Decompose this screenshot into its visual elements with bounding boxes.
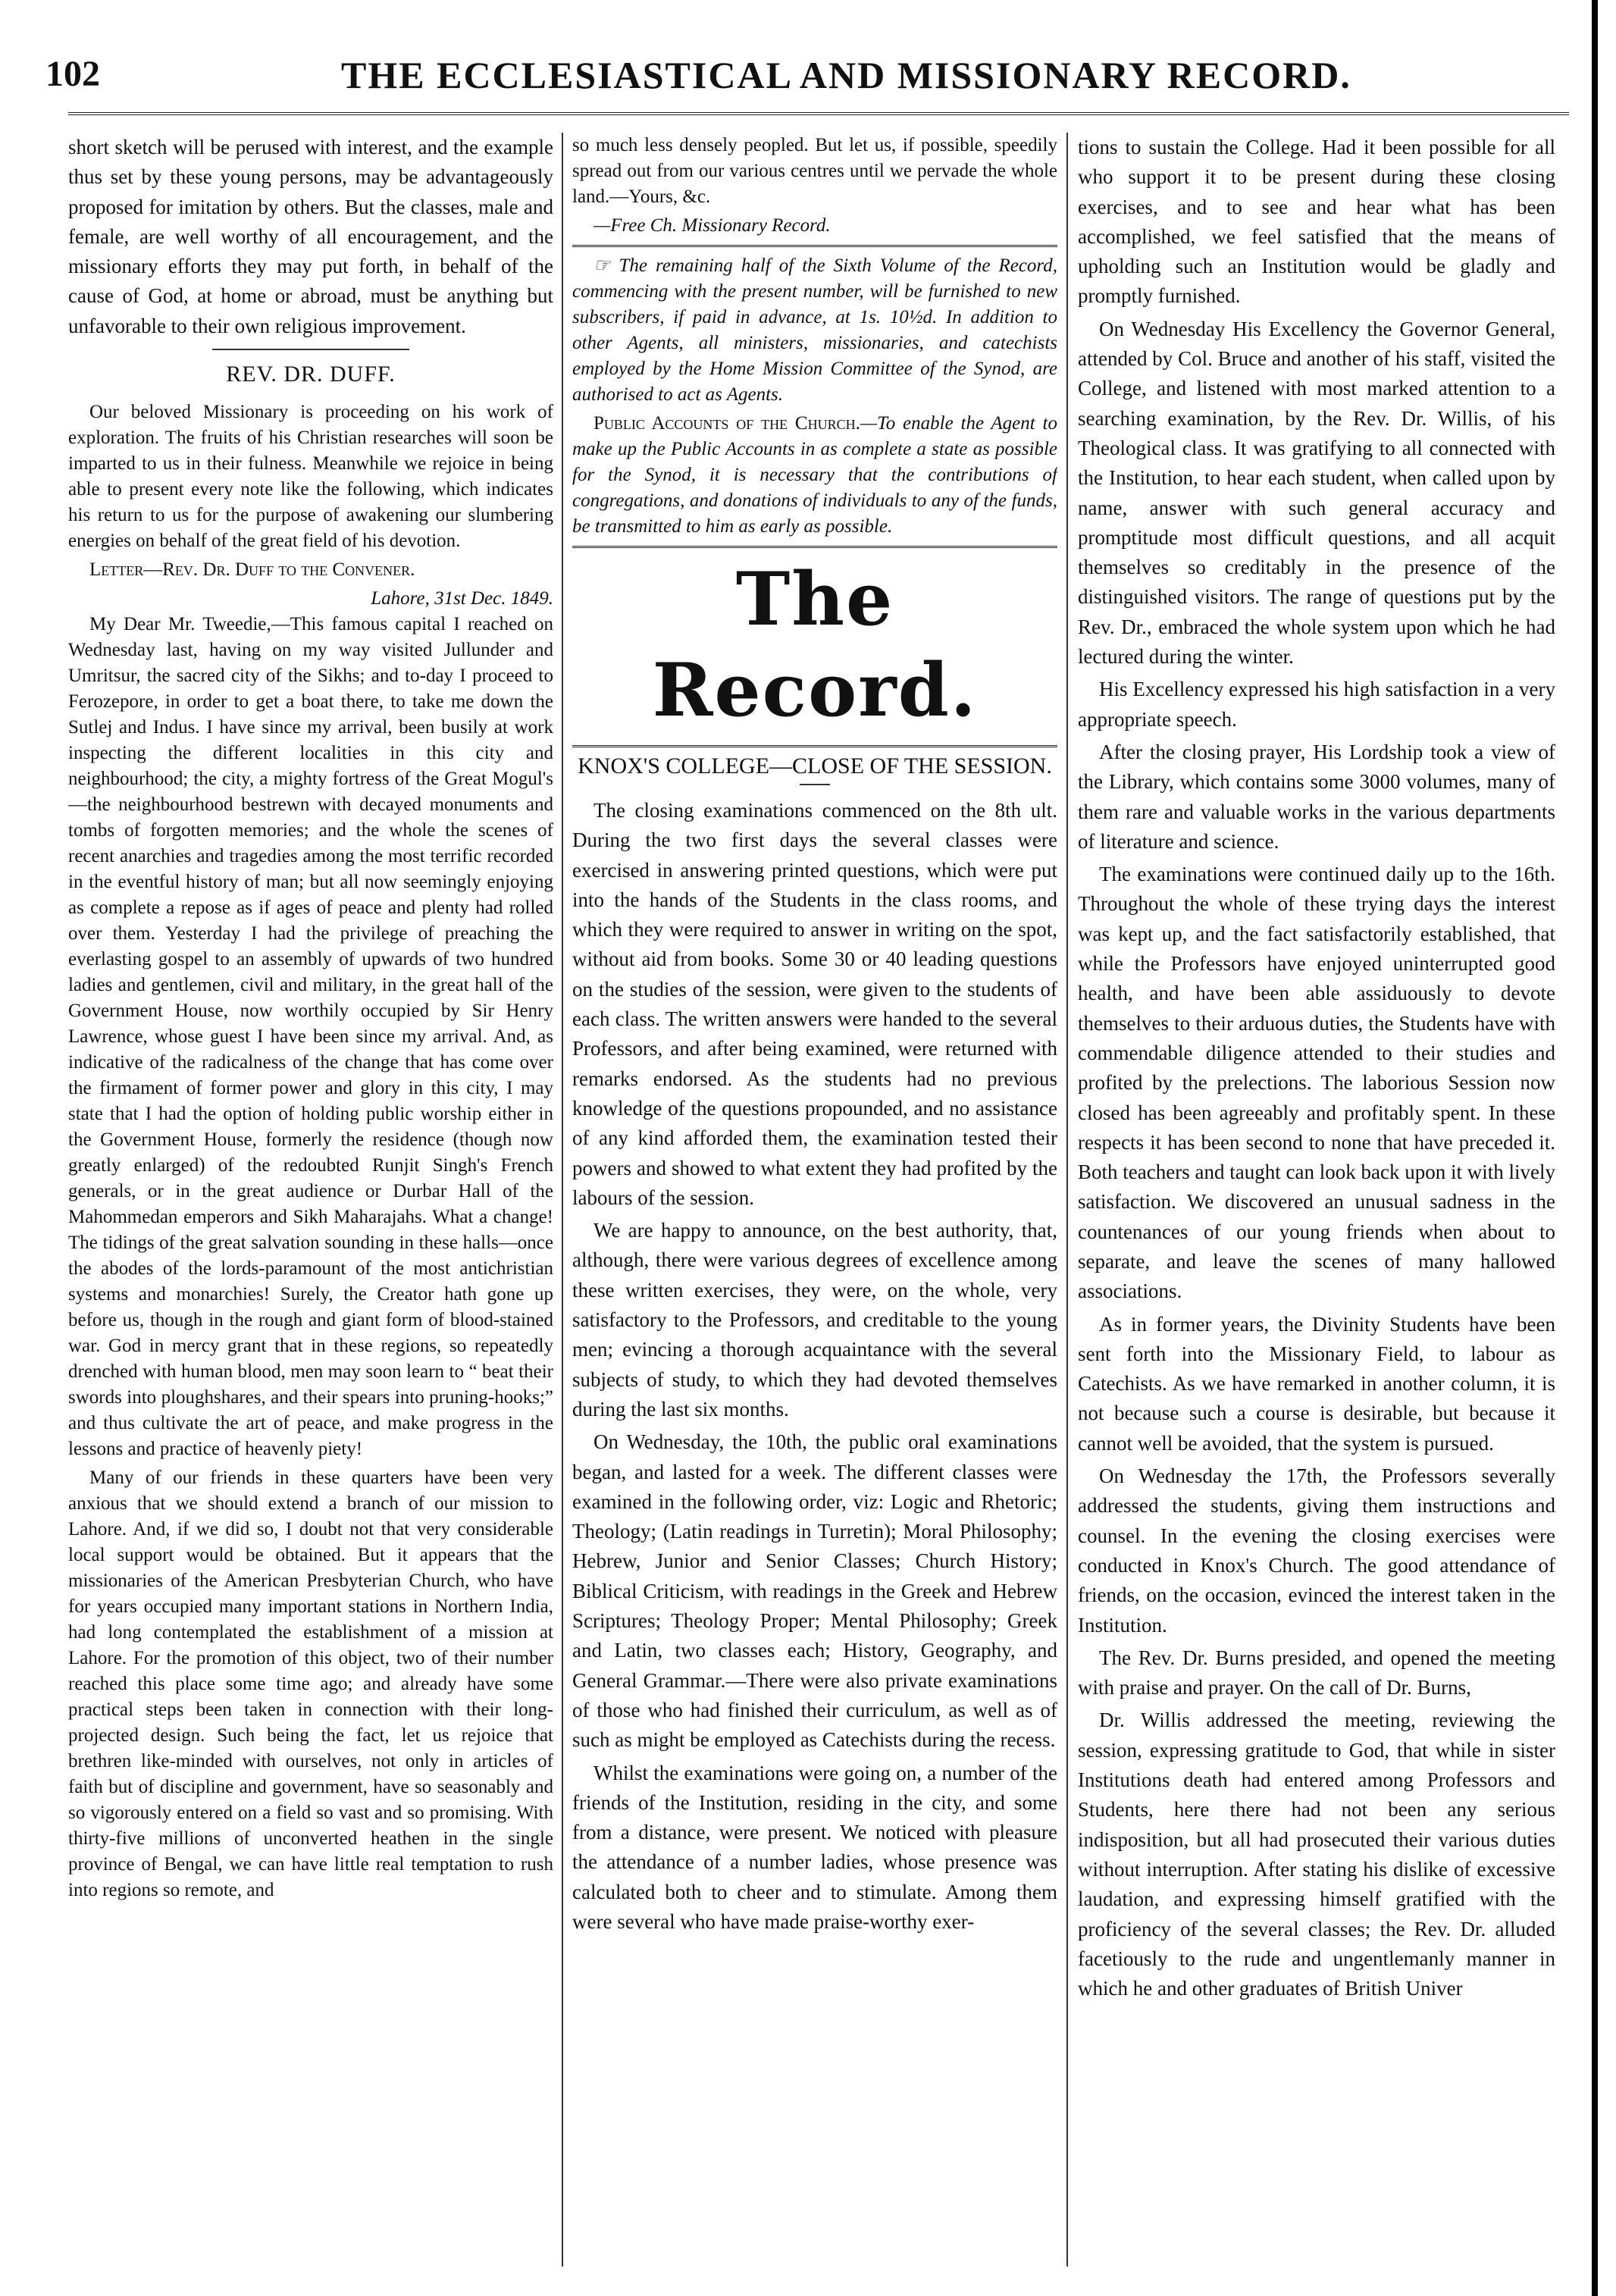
page-header xyxy=(45,53,1569,106)
divider xyxy=(572,546,1057,548)
paragraph: Dr. Willis addressed the meeting, reviewing the session, expressing gratitude to God, that while in sister Institutions death had entered among Professors and Students, here there had not been any serious indisposition, but all had prosecuted their various duties without interruption. After stating his dislike of excessive laudation, and expressing himself gratified with the proficiency of the several classes; the Rev. Dr. alluded facetiously to the rude and ungentlemanly manner in which he and other graduates of British Univer xyxy=(1078,1709,1555,2000)
notice-lead: Public Accounts of the Church. xyxy=(593,413,860,434)
notice-subscription: ☞ The remaining half of the Sixth Volume of the Record, commencing with the present number, will be furnished to new subscribers, if paid in advance, at 1s. 10½d. In addition to other Agents, all ministers, missionaries, and catechists employed by the Home Mission Committee of the Synod, are authorised to act as Agents. xyxy=(572,255,1057,405)
source-attribution: —Free Ch. Missionary Record. xyxy=(593,215,831,236)
paragraph: On Wednesday, the 10th, the public oral examinations began, and lasted for a week. The different classes were examined in the following order, viz: Logic and Rhetoric; Theology; (Latin readings in Turretin); Moral Philosophy; Hebrew, Junior and Senior Classes; Church History; Biblical Criticism, with readings in the Greek and Hebrew Scriptures; Theology Proper; Mental Philosophy; Greek and Latin, two classes each; History, Geography, and General Grammar.—There were also private examinations of those who had finished their curriculum, as well as of such as might be employed as Catechists during the recess. xyxy=(572,1430,1057,1752)
notice-body: —To enable the Agent to make up the Public Accounts in as complete a state as possible for the Synod, it is necessary that the contributions of congregations, and donations of individuals to any of the funds, be transmitted to him as early as possible. xyxy=(572,413,1057,537)
divider xyxy=(572,245,1057,247)
paragraph: tions to sustain the College. Had it been possible for all who support it to be present during these closing exercises, and to see and hear what has been accomplished, we feel satisfied that the means of upholding such an Institution would be gladly and promptly furnished. xyxy=(1078,136,1555,308)
paragraph: As in former years, the Divinity Students have been sent forth into the Missionary Field, to labour as Catechists. As we have remarked in another column, it is not because such a course is desirable, but because it cannot well be avoided, that the system is pursued. xyxy=(1078,1312,1555,1455)
column-1 xyxy=(68,133,553,2270)
title-dash xyxy=(800,784,830,785)
letter-heading: Letter—Rev. Dr. Duff to the Convener. xyxy=(89,559,415,581)
section-divider xyxy=(212,349,409,350)
paragraph: On Wednesday His Excellency the Governor General, attended by Col. Bruce and another of his staff, visited the College, and listened with most marked attention to a searching examination, by the Rev. Dr. Willis, of his Theological class. It was gratifying to all connected with the Institution, to hear each student, when called upon by name, answer with such general accuracy and promptitude most difficult questions, and all acquit themselves so creditably in the presence of the distinguished visitors. The range of questions put by the Rev. Dr., embraced the whole system upon which he had lectured during the winter. xyxy=(1078,317,1555,669)
column-divider xyxy=(562,133,563,2266)
header-rule xyxy=(68,112,1569,115)
column-3 xyxy=(1078,133,1555,2270)
paragraph: The Rev. Dr. Burns presided, and opened the meeting with praise and prayer. On the call of Dr. Burns, xyxy=(1078,1646,1555,1699)
notice-public-accounts xyxy=(572,411,1057,540)
column-divider xyxy=(1066,133,1068,2266)
page-number: 102 xyxy=(45,54,100,94)
paragraph: After the closing prayer, His Lordship took a view of the Library, which contains some 3000 volumes, many of them rare and valuable works in the various departments of literature and science. xyxy=(1078,740,1555,853)
paragraph: We are happy to announce, on the best authority, that, although, there were various degrees of excellence among these written exercises, they were, on the whole, very satisfactory to the Professors, and creditable to the young men; evincing a thorough acquaintance with the several subjects of study, to which they had devoted themselves during the last six months. xyxy=(572,1219,1057,1421)
the-record-masthead: The Record. xyxy=(652,556,978,733)
section-heading-duff: REV. DR. DUFF. xyxy=(226,362,396,387)
letter-date: Lahore, 31st Dec. 1849. xyxy=(371,588,553,609)
paragraph: Many of our friends in these quarters have been very anxious that we should extend a branch of our mission to Lahore. And, if we did so, I doubt not that very considerable local support would be obtained. But it appears that the missionaries of the American Presbyterian Church, who have for years occupied many important stations in Northern India, had long contemplated the establishment of a mission at Lahore. For the promotion of this object, two of their number reached this place some time ago; and already have some practical steps been taken in connection with their long-projected design. Such being the fact, let us rejoice that brethren like-minded with ourselves, not only in articles of faith but of discipline and government, have so seasonably and so vigorously entered on a field so vast and so promising. With thirty-five millions of unconverted heathen in the single province of Bengal, we can have little real temptation to rush into regions so remote, and xyxy=(68,1467,553,1901)
paragraph: Our beloved Missionary is proceeding on his work of exploration. The fruits of his Christian researches will soon be imparted to us in their fulness. Meanwhile we rejoice in being able to present every note like the following, which indicates his return to us for the purpose of awakening our slumbering energies on behalf of the great field of his devotion. xyxy=(68,402,553,552)
paragraph: short sketch will be perused with interest, and the example thus set by these young persons, may be advantageously proposed for imitation by others. But the classes, male and female, are well worthy of all encouragement, and the missionary efforts they may put forth, in behalf of the cause of God, at home or abroad, must be anything but unfavorable to their own religious improvement. xyxy=(68,136,553,337)
divider xyxy=(572,745,1057,747)
paragraph: His Excellency expressed his high satisfaction in a very appropriate speech. xyxy=(1078,678,1555,731)
column-2 xyxy=(572,133,1057,2270)
journal-title: THE ECCLESIASTICAL AND MISSIONARY RECORD. xyxy=(341,54,1351,96)
paragraph: The closing examinations commenced on the 8th ult. During the two first days the several classes were exercised in answering printed questions, which were put into the hands of the Students in the class rooms, and which they were required to answer in writing on the spot, without aid from books. Some 30 or 40 leading questions on the studies of the session, were given to the students of each class. The written answers were handed to the several Professors, and after being examined, were returned with remarks endorsed. As the students had no previous knowledge of the questions propounded, and no assistance of any kind afforded them, the examination tested their powers and showed to what extent they had profited by the labours of the session. xyxy=(572,799,1057,1209)
paragraph: My Dear Mr. Tweedie,—This famous capital I reached on Wednesday last, having on my way visited Jullunder and Umritsur, the sacred city of the Sikhs; and to-day I proceed to Ferozepore, in order to get a boat there, to take me down the Sutlej and Indus. I have since my arrival, been busily at work inspecting the different localities in this city and neighbourhood; the city, a mighty fortress of the Great Mogul's—the neighbourhood bestrewn with decayed monuments and tombs of forgotten memories; and the whole the scenes of recent anarchies and tragedies among the most terrific recorded in the eventful history of man; but all now seemingly enjoying as complete a repose as if ages of peace and plenty had rolled over them. Yesterday I had the privilege of preaching the everlasting gospel to an assembly of upwards of two hundred ladies and gentlemen, civil and military, in the great hall of the Government House, now worthily occupied by Sir Henry Lawrence, whose guest I have been since my arrival. And, as indicative of the radicalness of the change that has come over the firmament of former power and glory in this city, I may state that I had the option of holding public worship either in the Government House, formerly the residence (though now greatly enlarged) of the redoubted Runjit Singh's French generals, or in the great audience or Durbar Hall of the Mahommedan emperors and Sikh Maharajahs. What a change! The tidings of the great salvation sounding in these halls—once the abodes of the lords-paramount of the most antichristian systems and monarchies! Surely, the Creator hath gone up before us, though in the rough and giant form of blood-stained war. God in mercy grant that in these regions, so repeatedly drenched with human blood, men may soon learn to “ beat their swords into ploughshares, and their spears into pruning-hooks;” and thus cultivate the art of peace, and make progress in the lessons and practice of heavenly piety! xyxy=(68,614,553,1460)
paragraph: On Wednesday the 17th, the Professors severally addressed the students, giving them instructions and counsel. In the evening the closing exercises were conducted in Knox's Church. The good attendance of friends, on the occasion, evinced the interest taken in the Institution. xyxy=(1078,1464,1555,1637)
paragraph: The examinations were continued daily up to the 16th. Throughout the whole of these trying days the interest was kept up, and the fact satisfactorily established, that while the Professors have enjoyed uninterrupted good health, and have been able assiduously to devote themselves to their arduous duties, the Students have with commendable diligence attended to their studies and profited by the prelections. The laborious Session now closed has been agreeably and profitably spent. In these respects it has been second to none that have preceded it. Both teachers and taught can look back upon it with lively satisfaction. We discovered an unusual sadness in the countenances of our young friends when about to separate, and leave the scenes of many hallowed associations. xyxy=(1078,863,1555,1303)
page-edge-shadow xyxy=(1592,0,1598,2296)
paragraph: Whilst the examinations were going on, a number of the friends of the Institution, residing in the city, and some from a distance, were present. We noticed with pleasure the attendance of a number ladies, whose presence was calculated both to cheer and to stimulate. Among them were several who have made praise-worthy exer- xyxy=(572,1761,1057,1933)
paragraph: so much less densely peopled. But let us, if possible, speedily spread out from our various centres until we pervade the whole land.—Yours, &c. xyxy=(572,135,1057,207)
article-title: KNOX'S COLLEGE—CLOSE OF THE SESSION. xyxy=(578,753,1052,778)
